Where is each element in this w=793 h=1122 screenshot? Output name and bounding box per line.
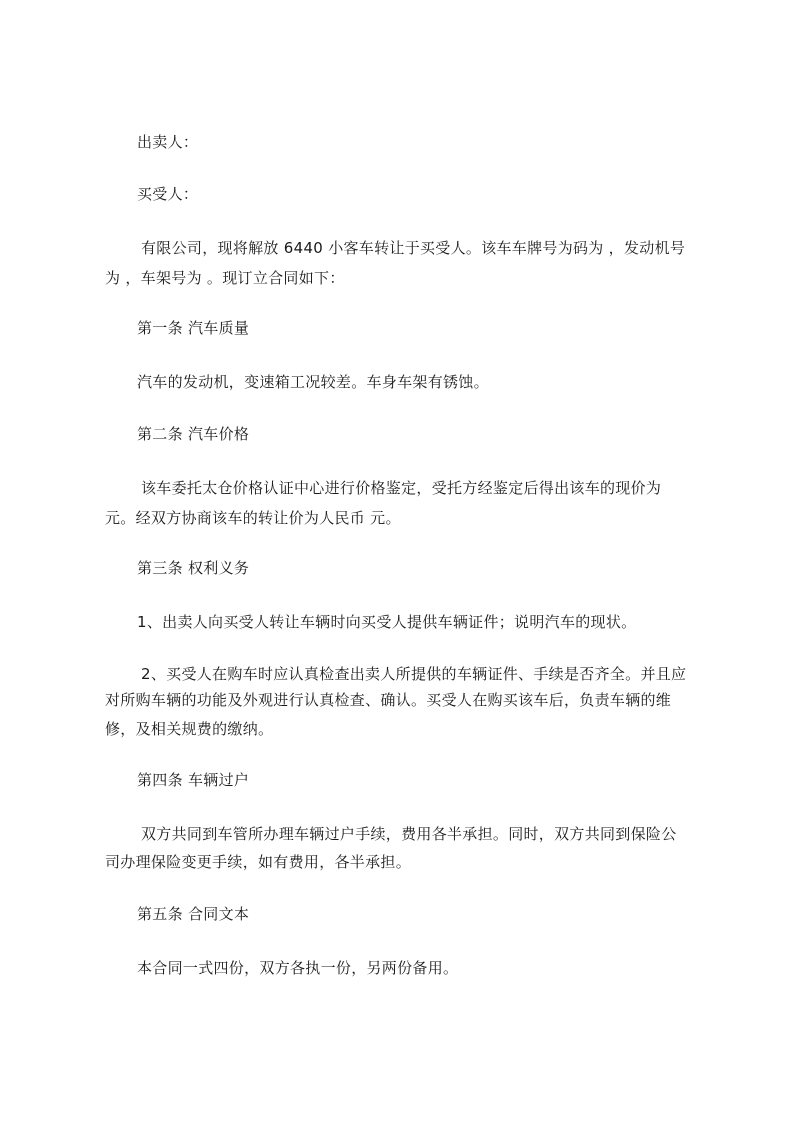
article2-line-1: 该车委托太仓价格认证中心进行价格鉴定，受托方经鉴定后得出该车的现价为 <box>141 479 662 497</box>
article4-title: 第四条 车辆过户 <box>137 771 250 789</box>
article3-title: 第三条 权利义务 <box>137 559 250 577</box>
article2-title: 第二条 汽车价格 <box>137 425 250 443</box>
article5-body: 本合同一式四份，双方各执一份，另两份备用。 <box>137 959 459 977</box>
article4-line-1: 双方共同到车管所办理车辆过户手续，费用各半承担。同时，双方共同到保险公 <box>141 825 677 843</box>
article2-line-2: 元。经双方协商该车的转让价为人民币 元。 <box>105 509 401 527</box>
intro-line-2: 为 ，车架号为 。现订立合同如下： <box>105 269 345 287</box>
article5-title: 第五条 合同文本 <box>137 905 250 923</box>
article3-item-1: 1、出卖人向买受人转让车辆时向买受人提供车辆证件；说明汽车的现状。 <box>137 613 637 631</box>
intro-line-1: 有限公司，现将解放 6440 小客车转让于买受人。该车车牌号为码为 ，发动机号 <box>141 239 686 257</box>
article3-item-2-line-1: 2、买受人在购车时应认真检查出卖人所提供的车辆证件、手续是否齐全。并且应 <box>141 665 687 683</box>
buyer-label: 买受人： <box>137 185 199 203</box>
article1-title: 第一条 汽车质量 <box>137 319 250 337</box>
article4-line-2: 司办理保险变更手续，如有费用，各半承担。 <box>105 853 412 871</box>
article1-body: 汽车的发动机，变速箱工况较差。车身车架有锈蚀。 <box>137 373 489 391</box>
seller-label: 出卖人： <box>137 133 199 151</box>
article3-item-2-line-3: 修，及相关规费的缴纳。 <box>105 720 274 738</box>
article3-item-2-line-2: 对所购车辆的功能及外观进行认真检查、确认。买受人在购买该车后，负责车辆的维 <box>105 691 672 709</box>
